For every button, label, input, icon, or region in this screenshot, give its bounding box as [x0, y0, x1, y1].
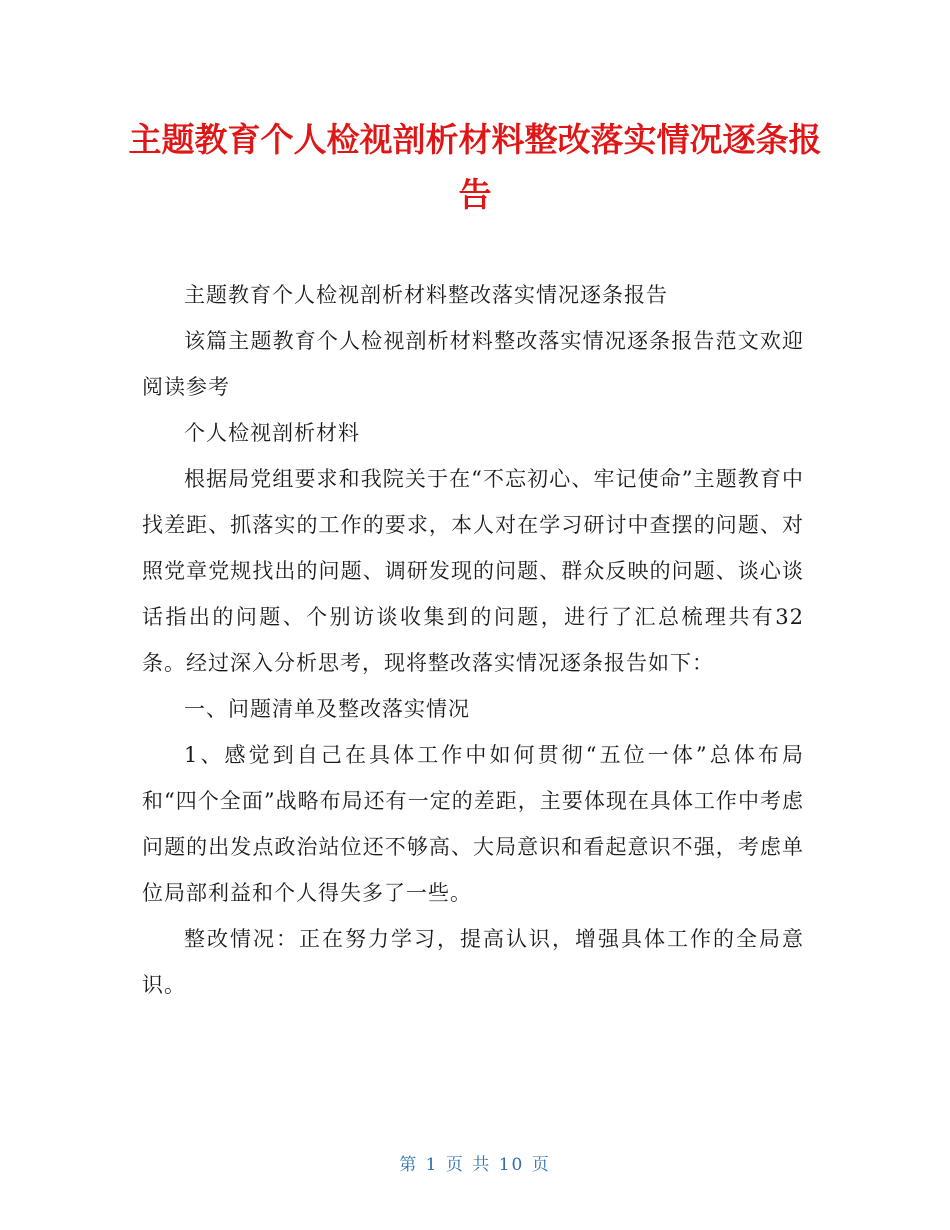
paragraph-subtitle: 个人检视剖析材料: [184, 421, 360, 445]
section-heading: 一、问题清单及整改落实情况: [184, 697, 470, 721]
document-body: [142, 272, 804, 1008]
paragraph-intro: 该篇主题教育个人检视剖析材料整改落实情况逐条报告范文欢迎阅读参考: [142, 329, 804, 399]
document-title: 主题教育个人检视剖析材料整改落实情况逐条报告: [128, 120, 822, 214]
paragraph-heading: 主题教育个人检视剖析材料整改落实情况逐条报告: [184, 283, 668, 307]
paragraph-issue-1: 1、感觉到自己在具体工作中如何贯彻“五位一体”总体布局和“四个全面”战略布局还有一定的差距，主要体现在具体工作中考虑问题的出发点政治站位还不够高、大局意识和看起意识不强，考虑单位局部利益和个人得失多了一些。: [142, 743, 804, 905]
page-number: 第 1 页 共 10 页: [399, 1155, 551, 1175]
paragraph-background: 根据局党组要求和我院关于在“不忘初心、牢记使命”主题教育中找差距、抓落实的工作的要求，本人对在学习研讨中查摆的问题、对照党章党规找出的问题、调研发现的问题、群众反映的问题、谈心谈话指出的问题、个别访谈收集到的问题，进行了汇总梳理共有32条。经过深入分析思考，现将整改落实情况逐条报告如下：: [142, 467, 804, 675]
paragraph-rectification: 整改情况：正在努力学习，提高认识，增强具体工作的全局意识。: [142, 927, 804, 997]
